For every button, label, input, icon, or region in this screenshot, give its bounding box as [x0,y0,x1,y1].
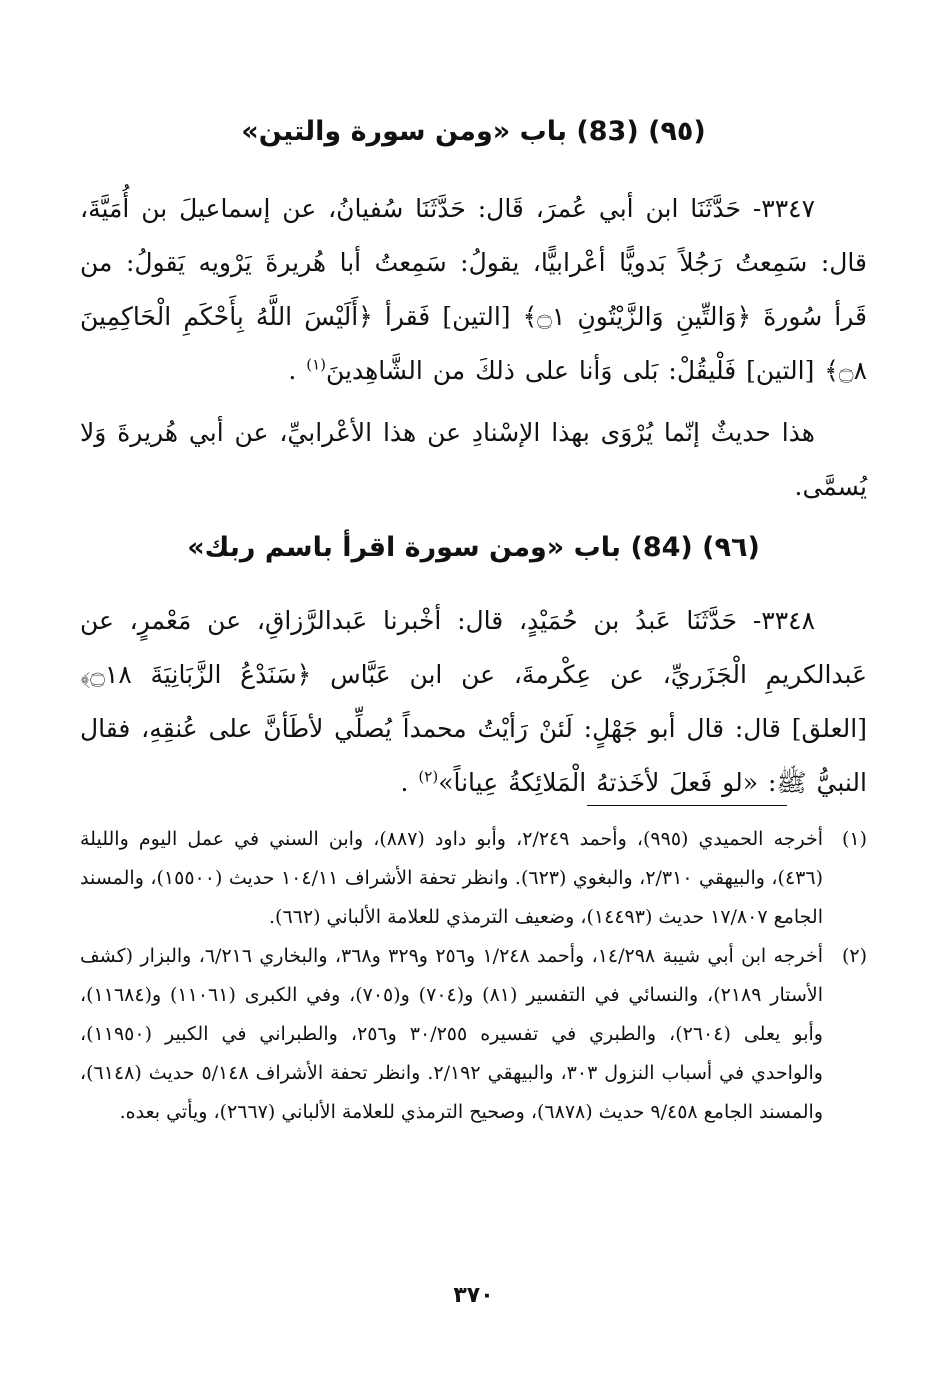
hadith-3347-text: ٣٣٤٧- حَدَّثَنَا ابن أبي عُمرَ، قَال: حَدَّثَنَا سُفيانُ، عن إسماعيلَ بن أُمَيَّةَ، قال: سَمِعتُ رَجُلاً بَدويًّا أعْرابيًّا، يقولُ: سَمِعتُ أبا هُريرةَ يَرْويه يَقولُ: من قَرأ سُورةَ ﴿وَالتِّينِ وَالزَّيْتُونِ ۝١﴾ [التين] فَقرأ ﴿أَلَيْسَ اللَّهُ بِأَحْكَمِ الْحَاكِمِينَ ۝٨﴾ [التين] فَلْيقُلْ: بَلى وَأنا على ذلكَ من الشَّاهِدينَ [80,194,868,385]
footnote-1 [80,820,867,937]
footnote-1-text: أخرجه الحميدي (٩٩٥)، وأحمد ٢/٢٤٩، وأبو داود (٨٨٧)، وابن السني في عمل اليوم والليلة (٤٣٦)، والبيهقي ٢/٣١٠، والبغوي (٦٢٣). وانظر تحفة الأشراف ١٠٤/١١ حديث (١٥٥٠٠)، والمسند الجامع ١٧/٨٠٧ حديث (١٤٤٩٣)، وضعيف الترمذي للعلامة الألباني (٦٦٢). [80,828,824,928]
hadith-3348-text: ٣٣٤٨- حَدَّثَنَا عَبدُ بن حُمَيْدٍ، قال: أخْبرنا عَبدالرَّزاقِ، عن مَعْمرٍ، عن عَبدالكريمِ الْجَزَريِّ، عن عِكْرمةَ، عن ابن عَبَّاس ﴿سَنَدْعُ الزَّبَانِيَةَ ۝١٨﴾ [العلق] قال: قال أبو جَهْلٍ: لَئنْ رَأيْتُ محمداً يُصلِّي لأطَأنَّ على عُنقِهِ، فقال النبيُّ ﷺ: «لو فَعلَ لأخَذتهُ الْمَلائِكةُ عِياناً» [80,606,867,797]
footnote-ref-1: (١) [306,355,327,374]
footnote-1-number: (١) [841,828,867,850]
footnote-2-text: أخرجه ابن أبي شيبة ١٤/٢٩٨، وأحمد ١/٢٤٨ و٢٥٦ و٣٢٩ و٣٦٨، والبخاري ٦/٢١٦، والبزار (كشف الأستار ٢١٨٩)، والنسائي في التفسير (٨١) و(٧٠٤) و(٧٠٥)، وفي الكبرى (١١٠٦١) و(١١٦٨٤)، وأبو يعلى (٢٦٠٤)، والطبري في تفسيره ٣٠/٢٥٥ و٢٥٦، والطبراني في الكبير (١١٩٥٠)، والواحدي في أسباب النزول ٣٠٣، والبيهقي ٢/١٩٢. وانظر تحفة الأشراف ٥/١٤٨ حديث (٦١٤٨)، والمسند الجامع ٩/٤٥٨ حديث (٦٨٧٨)، وصحيح الترمذي للعلامة الألباني (٢٦٦٧)، ويأتي بعده. [80,945,823,1123]
hadith-3347 [80,182,867,398]
page-number: ٣٧٠ [453,1283,494,1308]
footnote-ref-2: (٢) [418,767,439,786]
hadith-3348-end: . [400,768,419,797]
hadith-3347-end: . [288,356,307,385]
section-heading-95: (٩٥) (83) باب «ومن سورة والتين» [241,116,706,147]
section-heading-96: (٩٦) (84) باب «ومن سورة اقرأ باسم ربك» [187,532,760,563]
footnote-2 [80,937,867,1132]
footnote-2-number: (٢) [841,945,867,967]
footnote-separator [587,805,787,806]
commentary-paragraph: هذا حديثٌ إنّما يُرْوَى بهذا الإسْنادِ عن هذا الأعْرابيِّ، عن أبي هُريرةَ وَلا يُسمَّى. [80,418,867,501]
hadith-3348 [80,594,867,810]
footnotes [80,820,867,1132]
page [80,100,867,810]
